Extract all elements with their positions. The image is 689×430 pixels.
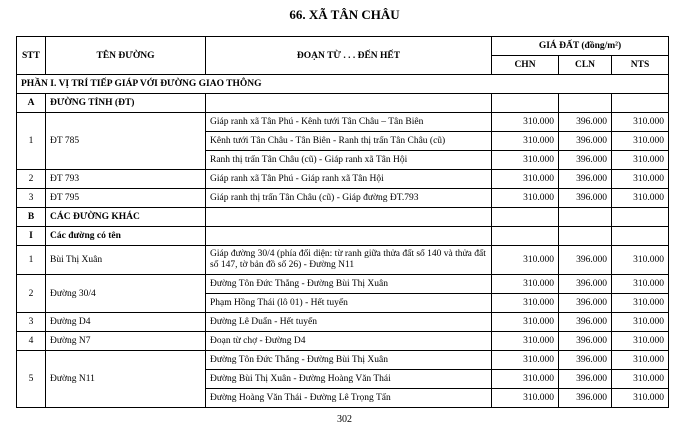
row-segment: Đường Tôn Đức Thắng - Đường Bùi Thị Xuân <box>206 275 492 294</box>
table-row <box>17 332 669 351</box>
section-phan1: PHẦN I. VỊ TRÍ TIẾP GIÁP VỚI ĐƯỜNG GIAO THÔNG <box>17 75 669 94</box>
row-segment: Giáp ranh thị trấn Tân Châu (cũ) - Giáp đường ĐT.793 <box>206 189 492 208</box>
page-title: 66. XÃ TÂN CHÂU <box>289 7 400 22</box>
row-stt: 1 <box>17 113 46 170</box>
page-number: 302 <box>337 414 352 425</box>
land-price-table <box>16 36 669 408</box>
price-nts: 310.000 <box>612 189 669 208</box>
price-nts: 310.000 <box>612 132 669 151</box>
table-row <box>17 275 669 294</box>
header-nts: NTS <box>612 56 669 75</box>
price-cln: 396.000 <box>559 294 612 313</box>
header-chn: CHN <box>492 56 559 75</box>
price-chn: 310.000 <box>492 370 559 389</box>
table-row <box>17 170 669 189</box>
price-cln: 396.000 <box>559 332 612 351</box>
row-stt: 2 <box>17 275 46 313</box>
price-nts: 310.000 <box>612 313 669 332</box>
row-road-name: ĐT 793 <box>46 170 206 189</box>
row-road-name: ĐT 795 <box>46 189 206 208</box>
price-chn: 310.000 <box>492 189 559 208</box>
price-chn: 310.000 <box>492 151 559 170</box>
row-road-name: ĐT 785 <box>46 113 206 170</box>
row-road-name: Đường N7 <box>46 332 206 351</box>
row-road-name: Đường 30/4 <box>46 275 206 313</box>
section-row-a <box>17 94 669 113</box>
row-road-name: Đường D4 <box>46 313 206 332</box>
row-segment: Giáp ranh xã Tân Phú - Kênh tưới Tân Châu – Tân Biên <box>206 113 492 132</box>
row-stt: 3 <box>17 313 46 332</box>
header-stt: STT <box>17 37 46 75</box>
price-nts: 310.000 <box>612 113 669 132</box>
row-segment: Đường Lê Duẩn - Hết tuyến <box>206 313 492 332</box>
price-nts: 310.000 <box>612 246 669 275</box>
price-chn: 310.000 <box>492 132 559 151</box>
row-road-name: Bùi Thị Xuân <box>46 246 206 275</box>
price-nts: 310.000 <box>612 332 669 351</box>
price-chn: 310.000 <box>492 294 559 313</box>
price-cln: 396.000 <box>559 113 612 132</box>
price-nts: 310.000 <box>612 151 669 170</box>
section-b-stt: B <box>17 208 46 227</box>
row-stt: 1 <box>17 246 46 275</box>
row-stt: 4 <box>17 332 46 351</box>
price-chn: 310.000 <box>492 332 559 351</box>
price-nts: 310.000 <box>612 275 669 294</box>
table-row <box>17 189 669 208</box>
price-cln: 396.000 <box>559 170 612 189</box>
table-row <box>17 113 669 132</box>
price-cln: 396.000 <box>559 370 612 389</box>
price-cln: 396.000 <box>559 389 612 408</box>
row-road-name: Đường N11 <box>46 351 206 408</box>
table-row <box>17 351 669 370</box>
price-chn: 310.000 <box>492 170 559 189</box>
price-nts: 310.000 <box>612 170 669 189</box>
price-chn: 310.000 <box>492 246 559 275</box>
price-cln: 396.000 <box>559 189 612 208</box>
header-doan: ĐOẠN TỪ . . . ĐẾN HẾT <box>206 37 492 75</box>
price-chn: 310.000 <box>492 313 559 332</box>
price-cln: 396.000 <box>559 151 612 170</box>
section-a-stt: A <box>17 94 46 113</box>
table-row <box>17 313 669 332</box>
row-stt: 2 <box>17 170 46 189</box>
table-row <box>17 246 669 275</box>
row-segment: Đoạn từ chợ - Đường D4 <box>206 332 492 351</box>
section-i-label: Các đường có tên <box>46 227 206 246</box>
price-nts: 310.000 <box>612 389 669 408</box>
price-chn: 310.000 <box>492 351 559 370</box>
price-nts: 310.000 <box>612 351 669 370</box>
price-nts: 310.000 <box>612 294 669 313</box>
price-cln: 396.000 <box>559 275 612 294</box>
row-segment: Đường Tôn Đức Thắng - Đường Bùi Thị Xuân <box>206 351 492 370</box>
row-segment: Giáp đường 30/4 (phía đối diện: từ ranh giữa thửa đất số 140 và thửa đất số 147, tờ bản đồ số 26) - Đường N11 <box>206 246 492 275</box>
row-segment: Đường Bùi Thị Xuân - Đường Hoàng Văn Thái <box>206 370 492 389</box>
row-segment: Ranh thị trấn Tân Châu (cũ) - Giáp ranh xã Tân Hội <box>206 151 492 170</box>
section-row-b <box>17 208 669 227</box>
row-segment: Phạm Hồng Thái (lô 01) - Hết tuyến <box>206 294 492 313</box>
price-chn: 310.000 <box>492 389 559 408</box>
section-i-stt: I <box>17 227 46 246</box>
header-gia-dat: GIÁ ĐẤT (đồng/m²) <box>492 37 669 56</box>
price-cln: 396.000 <box>559 246 612 275</box>
price-nts: 310.000 <box>612 370 669 389</box>
row-segment: Giáp ranh xã Tân Phú - Giáp ranh xã Tân Hội <box>206 170 492 189</box>
row-stt: 5 <box>17 351 46 408</box>
price-cln: 396.000 <box>559 351 612 370</box>
row-stt: 3 <box>17 189 46 208</box>
price-cln: 396.000 <box>559 313 612 332</box>
section-a-label: ĐƯỜNG TỈNH (ĐT) <box>46 94 206 113</box>
price-chn: 310.000 <box>492 275 559 294</box>
price-cln: 396.000 <box>559 132 612 151</box>
section-row-phan1 <box>17 75 669 94</box>
price-chn: 310.000 <box>492 113 559 132</box>
section-row-i <box>17 227 669 246</box>
row-segment: Đường Hoàng Văn Thái - Đường Lê Trọng Tấn <box>206 389 492 408</box>
header-cln: CLN <box>559 56 612 75</box>
row-segment: Kênh tưới Tân Châu - Tân Biên - Ranh thị trấn Tân Châu (cũ) <box>206 132 492 151</box>
section-b-label: CÁC ĐƯỜNG KHÁC <box>46 208 206 227</box>
header-ten-duong: TÊN ĐƯỜNG <box>46 37 206 75</box>
